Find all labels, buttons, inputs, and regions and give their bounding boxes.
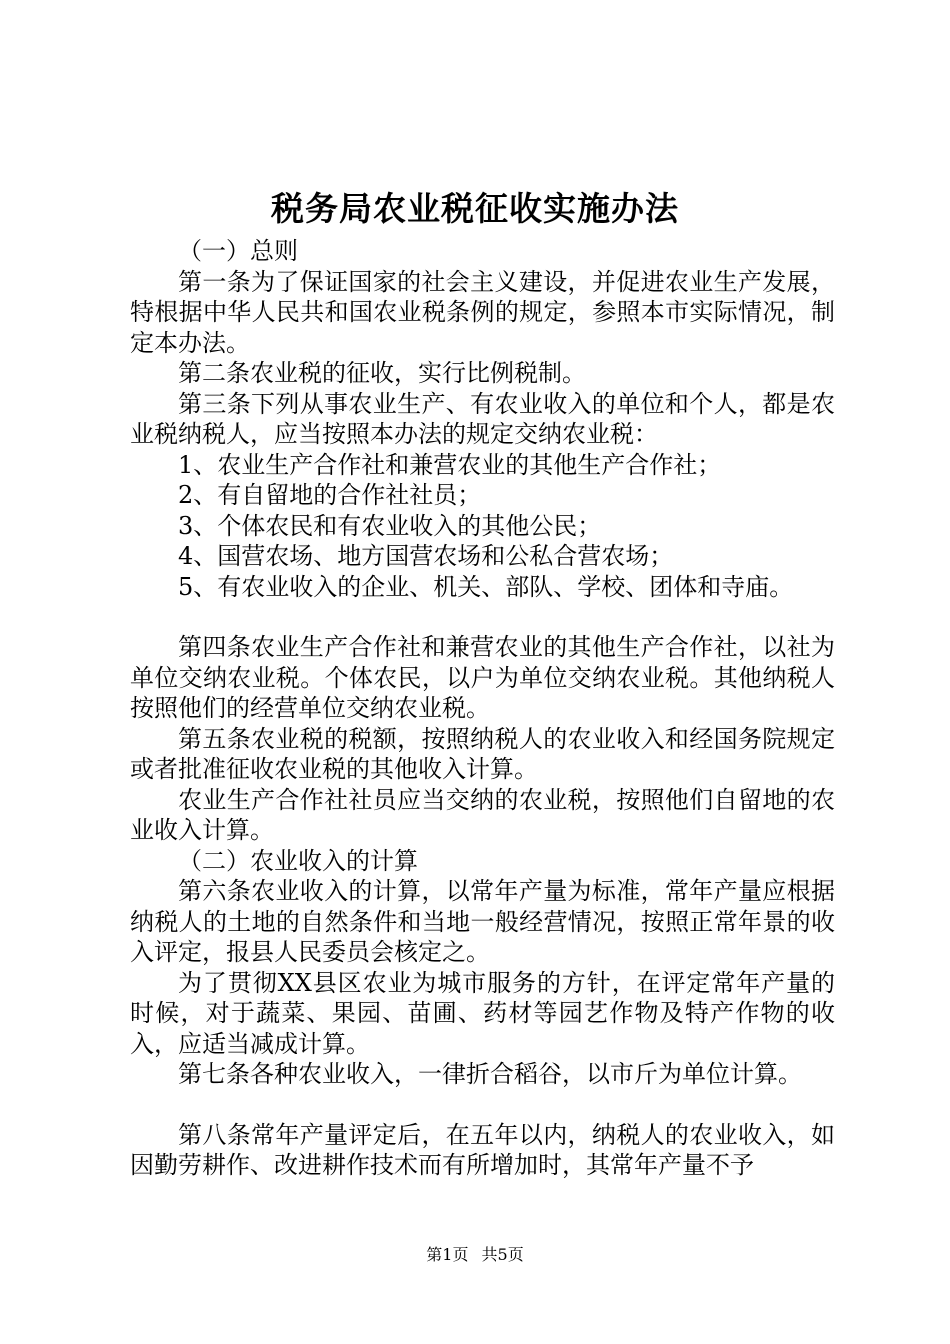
page-number: 第1页 bbox=[426, 1245, 469, 1264]
document-body bbox=[130, 236, 835, 1181]
paragraph: 第一条为了保证国家的社会主义建设，并促进农业生产发展，特根据中华人民共和国农业税条例的规定，参照本市实际情况，制定本办法。 bbox=[130, 267, 835, 357]
paragraph: 农业生产合作社社员应当交纳的农业税，按照他们自留地的农业收入计算。 bbox=[130, 785, 835, 844]
list-item: 3、个体农民和有农业收入的其他公民； bbox=[178, 511, 602, 540]
section-heading: （一）总则 bbox=[178, 237, 298, 265]
paragraph: 第八条常年产量评定后，在五年以内，纳税人的农业收入，如因勤劳耕作、改进耕作技术而有所增加时，其常年产量不予 bbox=[130, 1120, 835, 1179]
list-item: 5、有农业收入的企业、机关、部队、学校、团体和寺庙。 bbox=[178, 572, 794, 601]
paragraph: 第五条农业税的税额，按照纳税人的农业收入和经国务院规定或者批准征收农业税的其他收入计算。 bbox=[130, 724, 835, 783]
section-heading: （二）农业收入的计算 bbox=[178, 846, 418, 875]
paragraph: 第三条下列从事农业生产、有农业收入的单位和个人，都是农业税纳税人，应当按照本办法的规定交纳农业税： bbox=[130, 389, 835, 448]
paragraph: 第七条各种农业收入，一律折合稻谷，以市斤为单位计算。 bbox=[178, 1060, 802, 1088]
paragraph: 第四条农业生产合作社和兼营农业的其他生产合作社，以社为单位交纳农业税。个体农民，以户为单位交纳农业税。其他纳税人按照他们的经营单位交纳农业税。 bbox=[130, 633, 835, 722]
paragraph: 第六条农业收入的计算，以常年产量为标准，常年产量应根据纳税人的土地的自然条件和当地一般经营情况，按照正常年景的收入评定，报县人民委员会核定之。 bbox=[130, 877, 835, 966]
page-total: 共5页 bbox=[481, 1245, 524, 1264]
list-item: 4、国营农场、地方国营农场和公私合营农场； bbox=[178, 542, 674, 570]
document-title: 税务局农业税征收实施办法 bbox=[271, 189, 679, 228]
page-footer bbox=[0, 1245, 950, 1265]
paragraph: 为了贯彻XX县区农业为城市服务的方针，在评定常年产量的时候，对于蔬菜、果园、苗圃、药材等园艺作物及特产作物的收入，应适当减成计算。 bbox=[130, 968, 835, 1058]
list-item: 2、有自留地的合作社社员； bbox=[178, 481, 482, 509]
paragraph: 第二条农业税的征收，实行比例税制。 bbox=[178, 359, 586, 387]
list-item: 1、农业生产合作社和兼营农业的其他生产合作社； bbox=[178, 450, 722, 479]
